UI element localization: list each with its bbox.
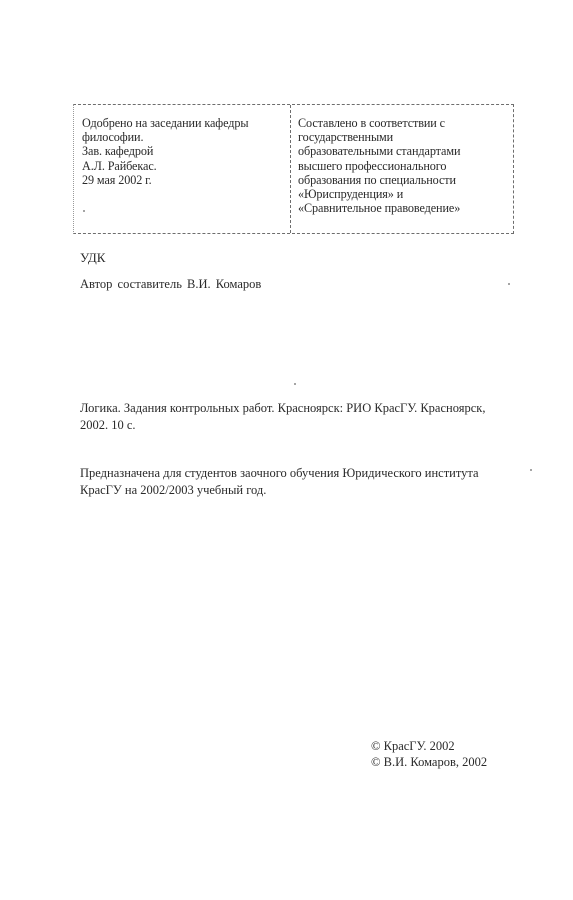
approval-cell-right [298, 116, 460, 215]
approval-right-line: образовательными стандартами [298, 144, 461, 159]
approval-left-line: А.Л. Райбекас. [82, 158, 157, 173]
approval-right-line: образования по специальности [298, 172, 456, 187]
approval-right-line: «Юриспруденция» и [298, 187, 404, 202]
scan-speck [294, 383, 296, 385]
audience-line: Предназначена для студентов заочного обучения Юридического института [80, 466, 479, 480]
approval-right-line: государственными [298, 130, 394, 145]
scan-speck [530, 469, 532, 471]
scan-speck [508, 283, 510, 285]
udk-label: УДК [80, 250, 106, 265]
bibliographic-citation [80, 400, 485, 434]
copyright-block [371, 738, 487, 770]
copyright-line: © КрасГУ. 2002 [371, 739, 455, 753]
approval-table [73, 104, 514, 234]
approval-cell-left [82, 116, 248, 187]
approval-right-line: высшего профессионального [298, 158, 447, 173]
approval-right-line: Составлено в соответствии с [298, 116, 445, 130]
approval-left-line: философии. [82, 130, 144, 145]
audience-line: КрасГУ на 2002/2003 учебный год. [80, 483, 267, 497]
approval-left-line: Одобрено на заседании кафедры [82, 116, 249, 130]
approval-left-line: Зав. кафедрой [82, 144, 154, 159]
citation-line: 2002. 10 с. [80, 418, 136, 432]
scan-speck [83, 210, 85, 212]
copyright-line: © В.И. Комаров, 2002 [371, 755, 488, 769]
approval-right-line: «Сравнительное правоведение» [298, 201, 461, 216]
table-divider [290, 105, 291, 233]
citation-line: Логика. Задания контрольных работ. Красноярск: РИО КрасГУ. Красноярск, [80, 401, 486, 415]
author-line: Автор составитель В.И. Комаров [80, 277, 262, 291]
approval-left-line: 29 мая 2002 г. [82, 172, 152, 187]
audience-note [80, 465, 479, 499]
